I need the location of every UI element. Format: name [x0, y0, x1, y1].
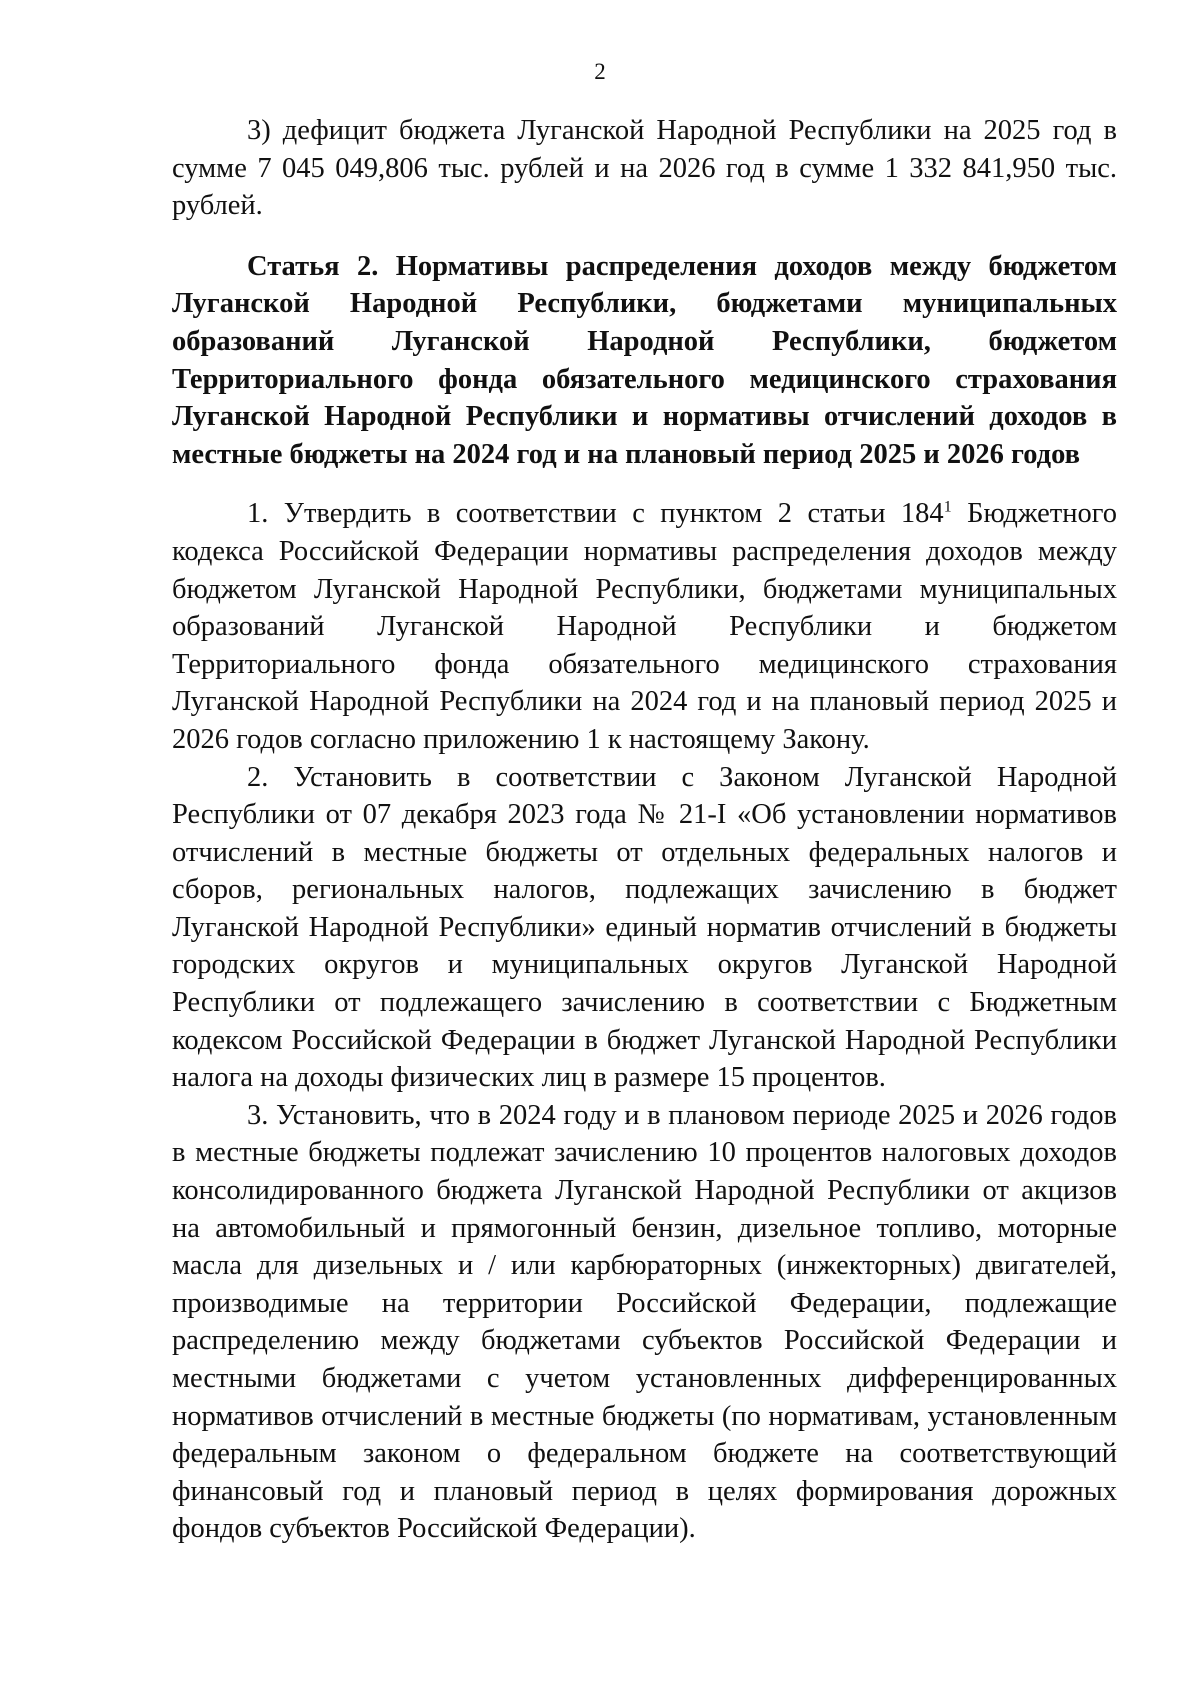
article-2-paragraph-1 [172, 495, 1117, 758]
article-2-paragraph-3: 3. Установить, что в 2024 году и в плановом периоде 2025 и 2026 годов в местные бюджеты подлежат зачислению 10 процентов налоговых доходов консолидированного бюджета Луганской Народной Республики от акцизов на автомобильный и прямогонный бензин, дизельное топливо, моторные масла для дизельных и / или карбюраторных (инжекторных) двигателей, производимые на территории Российской Федерации, подлежащие распределению между бюджетами субъектов Российской Федерации и местными бюджетами с учетом установленных дифференцированных нормативов отчислений в местные бюджеты (по нормативам, установленным федеральным законом о федеральном бюджете на соответствующий финансовый год и плановый период в целях формирования дорожных фондов субъектов Российской Федерации). [172, 1099, 1117, 1545]
article-2-paragraph-2: 2. Установить в соответствии с Законом Луганской Народной Республики от 07 декабря 2023 года № 21-I «Об установлении нормативов отчислений в местные бюджеты от отдельных федеральных налогов и сборов, региональных налогов, подлежащих зачислению в бюджет Луганской Народной Республики» единый норматив отчислений в бюджеты городских округов и муниципальных округов Луганской Народной Республики от подлежащего зачислению в соответствии с Бюджетным кодексом Российской Федерации в бюджет Луганской Народной Республики налога на доходы физических лиц в размере 15 процентов. [172, 761, 1117, 1094]
page-number: 2 [594, 59, 606, 84]
item-3-paragraph: 3) дефицит бюджета Луганской Народной Республики на 2025 год в сумме 7 045 049,806 тыс. рублей и на 2026 год в сумме 1 332 841,950 тыс. рублей. [172, 115, 1117, 222]
paragraph-1-text-end: Бюджетного кодекса Российской Федерации нормативы распределения доходов между бюджетом Луганской Народной Республики, бюджетами муниципальных образований Луганской Народной Республики и бюджетом Территориального фонда обязательного медицинского страхования Луганской Народной Республики на 2024 год и на плановый период 2025 и 2026 годов согласно приложению 1 к настоящему Закону. [172, 498, 1117, 755]
article-number-superscript: 1 [943, 498, 952, 516]
paragraph-1-text-start: 1. Утвердить в соответствии с пунктом 2 статьи 184 [247, 498, 944, 530]
article-2-heading: Статья 2. Нормативы распределения доходов между бюджетом Луганской Народной Республики, бюджетами муниципальных образований Луганской Народной Республики, бюджетом Территориального фонда обязательного медицинского страхования Луганской Народной Республики и нормативы отчислений доходов в местные бюджеты на 2024 год и на плановый период 2025 и 2026 годов [172, 250, 1117, 470]
document-body [172, 112, 1117, 1548]
